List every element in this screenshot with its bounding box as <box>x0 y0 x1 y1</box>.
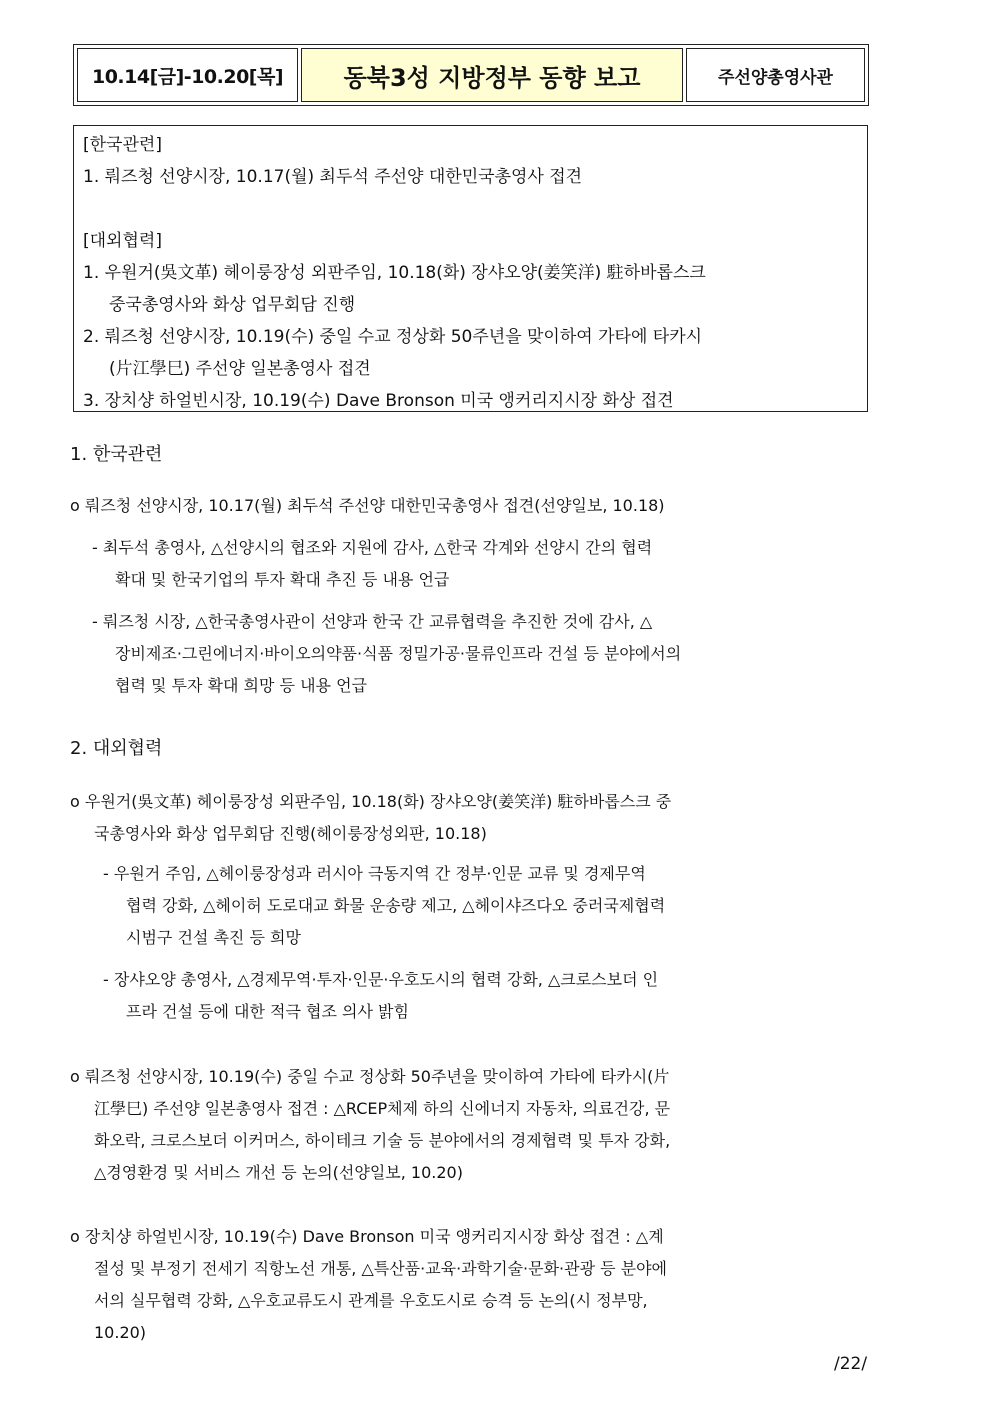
report-title: 동북3성 지방정부 동향 보고 <box>301 48 683 102</box>
summary-foreign-item-2-cont: (片江學巳) 주선양 일본총영사 접견 <box>109 359 371 379</box>
section-2-title: 2. 대외협력 <box>70 738 163 759</box>
section-1-bullet: o 뤄즈청 선양시장, 10.17(월) 최두석 주선양 대한민국총영사 접견(선양일보, 10.18) <box>70 496 665 515</box>
date-range: 10.14[금]-10.20[목] <box>77 48 298 102</box>
section-2-bullet-1-sub-2: - 장샤오양 총영사, △경제무역·투자·인문·우호도시의 협력 강화, △크로스보더 인 프라 건설 등에 대한 적극 협조 의사 밝힘 <box>103 970 659 1021</box>
summary-foreign-item-2: 2. 뤄즈청 선양시장, 10.19(수) 중일 수교 정상화 50주년을 맞이하여 가타에 타카시 <box>83 327 703 347</box>
summary-box <box>73 125 868 412</box>
section-2-bullet-1-sub-1: - 우원거 주임, △헤이룽장성과 러시아 극동지역 간 정부·인문 교류 및 경제무역 협력 강화, △헤이허 도로대교 화물 운송량 제고, △헤이샤즈다오 중러국제협력 시범구 건설 촉진 등 희망 <box>103 864 666 947</box>
summary-foreign-heading: [대외협력] <box>83 231 162 251</box>
section-1-sub-2: - 뤄즈청 시장, △한국총영사관이 선양과 한국 간 교류협력을 추진한 것에 감사, △ 장비제조·그린에너지·바이오의약품·식품 정밀가공·물류인프라 건설 등 분야에서의 협력 및 투자 확대 희망 등 내용 언급 <box>92 612 682 695</box>
summary-foreign-item-1-cont: 중국총영사와 화상 업무회담 진행 <box>109 295 356 315</box>
summary-foreign-item-3: 3. 장치샹 하얼빈시장, 10.19(수) Dave Bronson 미국 앵커리지시장 화상 접견 <box>83 391 674 411</box>
summary-foreign-item-1: 1. 우원거(吳文革) 헤이룽장성 외판주임, 10.18(화) 장샤오양(姜笑洋) 駐하바롭스크 <box>83 263 706 283</box>
summary-korea-item: 1. 뤄즈청 선양시장, 10.17(월) 최두석 주선양 대한민국총영사 접견 <box>83 167 583 187</box>
summary-korea-heading: [한국관련] <box>83 135 162 155</box>
section-1-title: 1. 한국관련 <box>70 444 163 465</box>
section-1-sub-1: - 최두석 총영사, △선양시의 협조와 지원에 감사, △한국 각계와 선양시 간의 협력 확대 및 한국기업의 투자 확대 추진 등 내용 언급 <box>92 538 653 589</box>
section-2-bullet-1: o 우원거(吳文革) 헤이룽장성 외판주임, 10.18(화) 장샤오양(姜笑洋) 駐하바롭스크 중 국총영사와 화상 업무회담 진행(헤이룽장성외판, 10.18) <box>70 792 672 843</box>
organization-name: 주선양총영사관 <box>686 48 865 102</box>
page-number: /22/ <box>834 1354 868 1374</box>
report-header <box>73 44 869 106</box>
section-2-bullet-2: o 뤄즈청 선양시장, 10.19(수) 중일 수교 정상화 50주년을 맞이하여 가타에 타카시(片 江學巳) 주선양 일본총영사 접견 : △RCEP체제 하의 신에너지 자동차, 의료건강, 문 화오락, 크로스보더 이커머스, 하이테크 기술 등 분야에서의 경제협력 및 투자 강화, △경영환경 및 서비스 개선 등 논의(선양일보, 10.20) <box>70 1067 671 1182</box>
section-2-bullet-3: o 장치샹 하얼빈시장, 10.19(수) Dave Bronson 미국 앵커리지시장 화상 접견 : △계 절성 및 부정기 전세기 직항노선 개통, △특산품·교육·과학기술·문화·관광 등 분야에 서의 실무협력 강화, △우호교류도시 관계를 우호도시로 승격 등 논의(시 정부망, 10.20) <box>70 1227 668 1342</box>
